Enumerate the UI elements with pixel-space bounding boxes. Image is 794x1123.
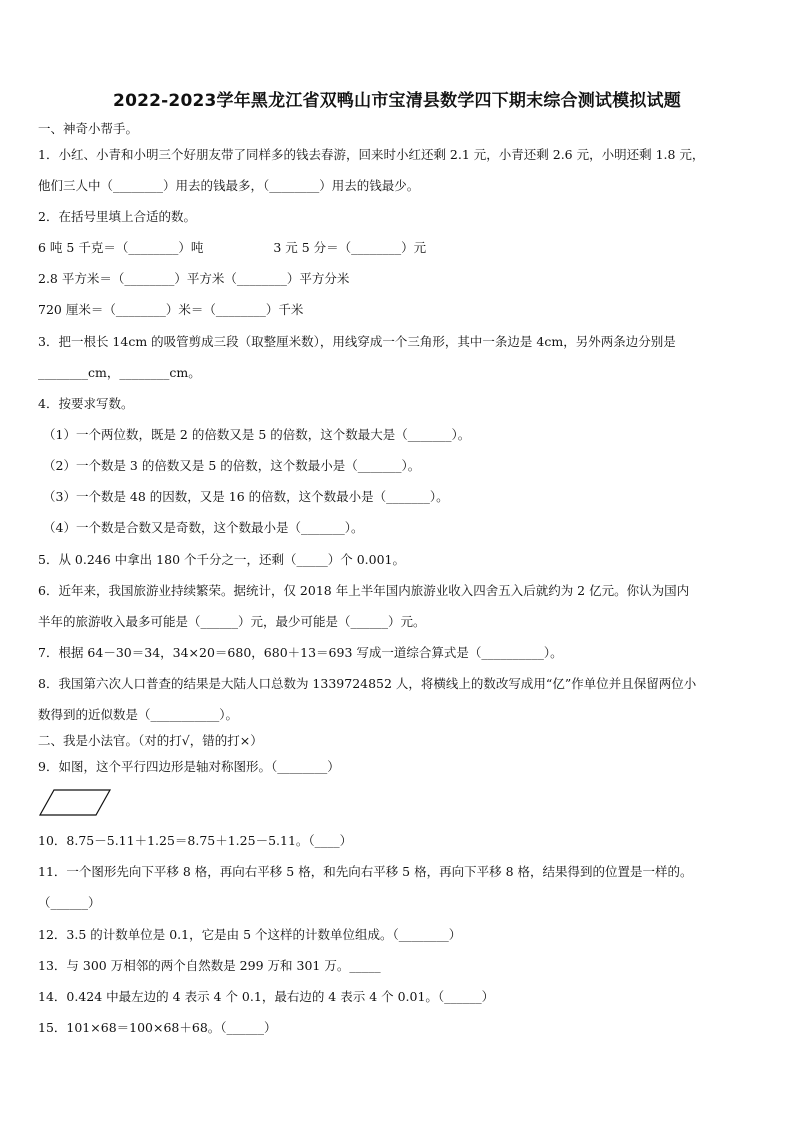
- question-12: 12．3.5 的计数单位是 0.1，它是由 5 个这样的计数单位组成。（________）: [38, 927, 462, 942]
- section-2-heading: 二、我是小法官。（对的打√，错的打×）: [38, 733, 263, 748]
- question-4-sub-1: （1）一个两位数，既是 2 的倍数又是 5 的倍数，这个数最大是（_______）。: [43, 427, 471, 442]
- question-5: 5．从 0.246 中拿出 180 个千分之一，还剩（_____）个 0.001。: [38, 552, 405, 567]
- question-4-sub-3: （3）一个数是 48 的因数，又是 16 的倍数，这个数最小是（_______）。: [43, 489, 449, 504]
- question-7: 7．根据 64－30＝34，34×20＝680，680＋13＝693 写成一道综合算式是（__________）。: [38, 645, 563, 660]
- question-1-line-1: 1．小红、小青和小明三个好朋友带了同样多的钱去春游，回来时小红还剩 2.1 元，小青还剩 2.6 元，小明还剩 1.8 元，: [38, 147, 705, 162]
- question-6-line-2: 半年的旅游收入最多可能是（______）元，最少可能是（______）元。: [38, 614, 426, 629]
- question-8-line-1: 8．我国第六次人口普查的结果是大陆人口总数为 1339724852 人，将横线上的数改写成用“亿”作单位并且保留两位小: [38, 676, 697, 691]
- question-9: 9．如图，这个平行四边形是轴对称图形。（________）: [38, 759, 340, 774]
- question-11-line-2: （______）: [38, 895, 101, 910]
- question-4-stem: 4．按要求写数。: [38, 396, 134, 411]
- question-2-item-a: 6 吨 5 千克＝（________）吨: [38, 240, 204, 255]
- question-2-item-c: 2.8 平方米＝（________）平方米（________）平方分米: [38, 271, 350, 286]
- question-14: 14．0.424 中最左边的 4 表示 4 个 0.1，最右边的 4 表示 4 个 0.01。（______）: [38, 989, 495, 1004]
- question-11-line-1: 11．一个图形先向下平移 8 格，再向右平移 5 格，和先向右平移 5 格，再向下平移 8 格，结果得到的位置是一样的。: [38, 864, 693, 879]
- question-2-stem: 2．在括号里填上合适的数。: [38, 209, 196, 224]
- question-6-line-1: 6．近年来，我国旅游业持续繁荣。据统计，仅 2018 年上半年国内旅游业收入四舍五入后就约为 2 亿元。你认为国内: [38, 583, 690, 598]
- question-13: 13．与 300 万相邻的两个自然数是 299 万和 301 万。_____: [38, 958, 381, 973]
- parallelogram-shape: [40, 790, 110, 815]
- question-10: 10．8.75－5.11＋1.25＝8.75＋1.25－5.11。（____）: [38, 833, 353, 848]
- question-4-sub-2: （2）一个数是 3 的倍数又是 5 的倍数，这个数最小是（_______）。: [43, 458, 421, 473]
- question-15: 15．101×68＝100×68＋68。（______）: [38, 1020, 277, 1035]
- question-4-sub-4: （4）一个数是合数又是奇数，这个数最小是（_______）。: [43, 520, 364, 535]
- page-title: 2022-2023学年黑龙江省双鸭山市宝清县数学四下期末综合测试模拟试题: [113, 91, 681, 111]
- question-2-item-b: 3 元 5 分＝（________）元: [273, 240, 427, 255]
- question-3-line-2: ________cm，________cm。: [38, 365, 201, 380]
- section-1-heading: 一、神奇小帮手。: [38, 121, 139, 136]
- question-8-line-2: 数得到的近似数是（___________）。: [38, 707, 239, 722]
- question-2-item-d: 720 厘米＝（________）米＝（________）千米: [38, 302, 304, 317]
- question-3-line-1: 3．把一根长 14cm 的吸管剪成三段（取整厘米数），用线穿成一个三角形，其中一条边是 4cm，另外两条边分别是: [38, 334, 676, 349]
- parallelogram-figure: [38, 788, 114, 818]
- question-2-row-1: [38, 239, 763, 257]
- question-1-line-2: 他们三人中（________）用去的钱最多，（________）用去的钱最少。: [38, 178, 420, 193]
